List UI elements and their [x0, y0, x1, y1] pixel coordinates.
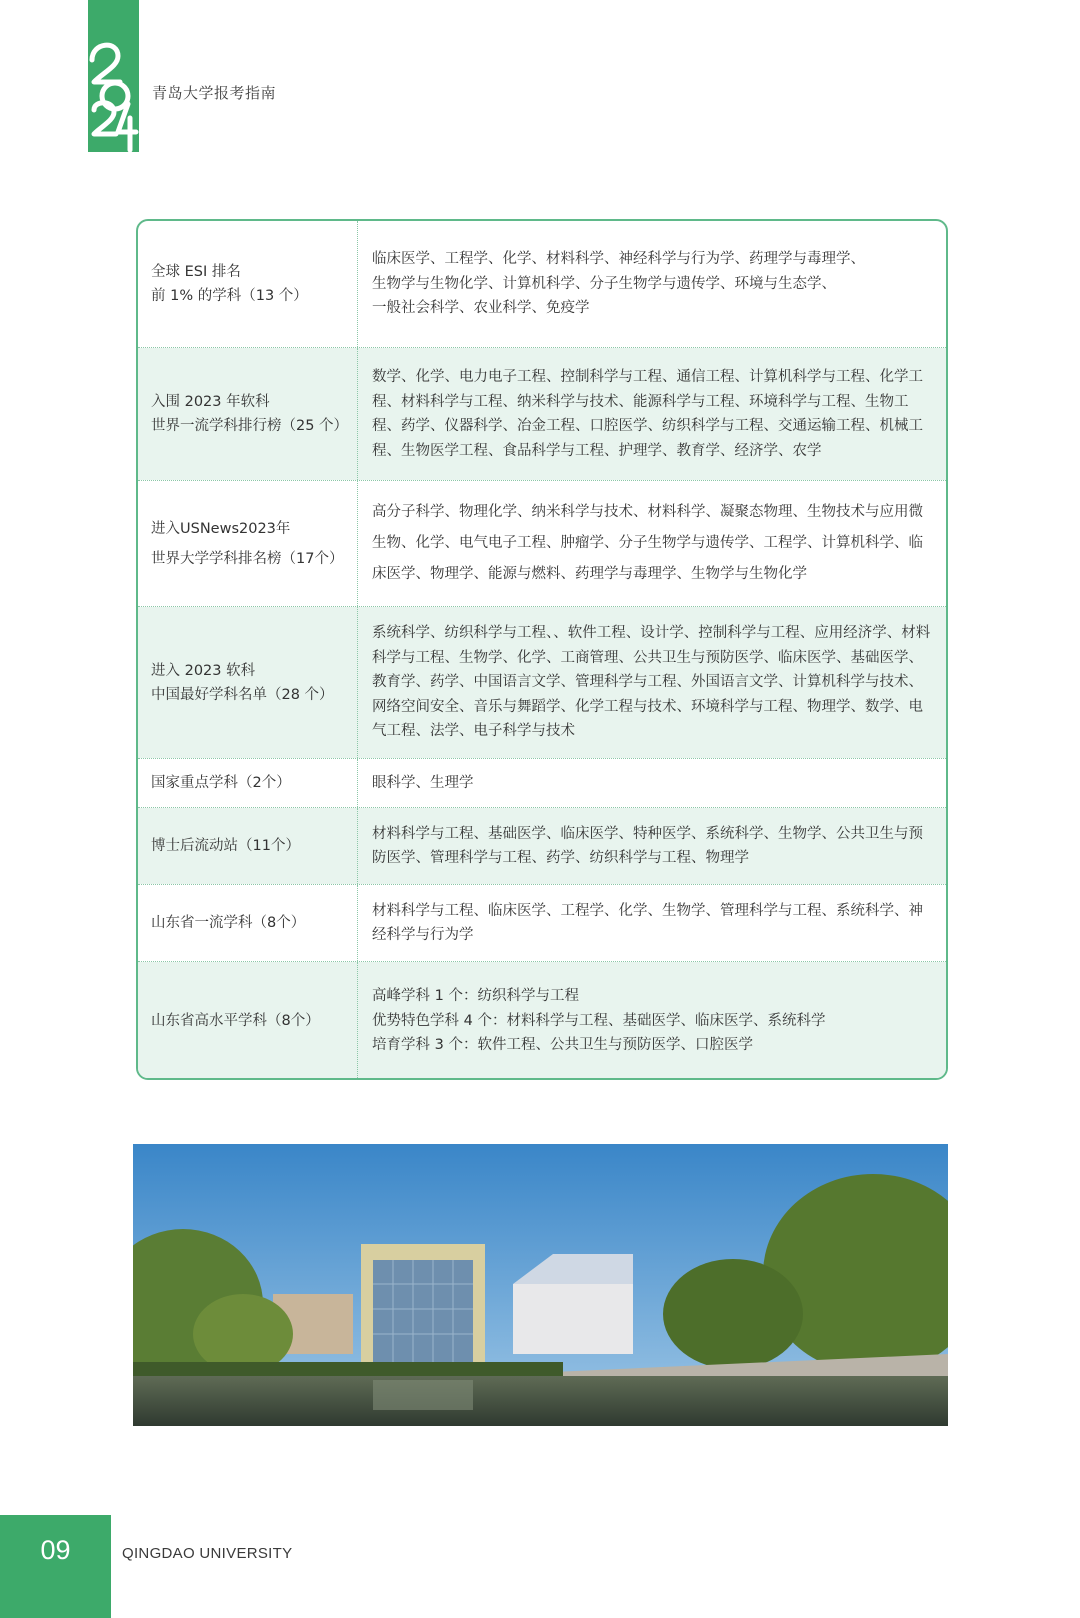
- row-label: 全球 ESI 排名 前 1% 的学科（13 个）: [138, 221, 358, 347]
- table-row: [138, 885, 946, 961]
- table-row: [138, 759, 946, 807]
- campus-photo: [133, 1144, 948, 1426]
- table-row: [138, 221, 946, 347]
- year-2024-logo: [88, 0, 139, 152]
- campus-scene: [133, 1144, 948, 1426]
- row-label: 进入 2023 软科 中国最好学科名单（28 个）: [138, 607, 358, 758]
- row-content: 高分子科学、物理化学、纳米科学与技术、材料科学、凝聚态物理、生物技术与应用微生物、化学、电气电子工程、肿瘤学、分子生物学与遗传学、工程学、计算机科学、临床医学、物理学、能源与燃料、药理学与毒理学、生物学与生物化学: [372, 504, 923, 582]
- digit-4: [118, 104, 136, 150]
- white-building: [513, 1284, 633, 1354]
- table-row: [138, 348, 946, 480]
- library-glass: [373, 1260, 473, 1366]
- page-number: 09: [40, 1535, 71, 1565]
- row-label: 山东省一流学科（8个）: [138, 885, 358, 961]
- lake-water: [133, 1376, 948, 1426]
- row-content: 眼科学、生理学: [372, 774, 474, 791]
- row-content: 临床医学、工程学、化学、材料科学、神经科学与行为学、药理学与毒理学、 生物学与生物化学、计算机科学、分子生物学与遗传学、环境与生态学、 一般社会科学、农业科学、免疫学: [372, 251, 865, 317]
- building-reflection: [373, 1380, 473, 1410]
- row-label: 博士后流动站（11个）: [138, 808, 358, 884]
- row-content: 系统科学、纺织科学与工程、、软件工程、设计学、控制科学与工程、应用经济学、材料科学与工程、生物学、化学、工商管理、公共卫生与预防医学、临床医学、基础医学、教育学、药学、中国语言文学、管理科学与工程、外国语言文学、计算机科学与技术、网络空间安全、音乐与舞蹈学、化学工程与技术、环境科学与工程、物理学、数学、电气工程、法学、电子科学与技术: [372, 625, 931, 740]
- year-tab: [88, 0, 139, 152]
- university-name: QINGDAO UNIVERSITY: [122, 1545, 293, 1562]
- row-label: 山东省高水平学科（8个）: [138, 962, 358, 1080]
- row-content: 数学、化学、电力电子工程、控制科学与工程、通信工程、计算机科学与工程、化学工程、材料科学与工程、纳米科学与技术、能源科学与工程、环境科学与工程、生物工程、药学、仪器科学、冶金工程、口腔医学、纺织科学与工程、交通运输工程、机械工程、生物医学工程、食品科学与工程、护理学、教育学、经济学、农学: [372, 369, 923, 459]
- page-number-block: [0, 1515, 111, 1618]
- guide-title: 青岛大学报考指南: [152, 84, 277, 102]
- table-row: [138, 962, 946, 1080]
- disciplines-table: [136, 219, 948, 1080]
- table-row: [138, 607, 946, 758]
- row-label: 入围 2023 年软科 世界一流学科排行榜（25 个）: [138, 348, 358, 480]
- row-content: 高峰学科 1 个：纺织科学与工程 优势特色学科 4 个：材料科学与工程、基础医学、临床医学、系统科学 培育学科 3 个：软件工程、公共卫生与预防医学、口腔医学: [372, 988, 826, 1054]
- table-row: [138, 808, 946, 884]
- row-label: 进入USNews2023年 世界大学学科排名榜（17个）: [138, 481, 358, 606]
- tree-right-mid: [663, 1259, 803, 1369]
- row-content: 材料科学与工程、基础医学、临床医学、特种医学、系统科学、生物学、公共卫生与预防医学、管理科学与工程、药学、纺织科学与工程、物理学: [372, 825, 923, 866]
- row-content: 材料科学与工程、临床医学、工程学、化学、生物学、管理科学与工程、系统科学、神经科学与行为学: [372, 902, 923, 943]
- hedge: [133, 1362, 563, 1376]
- row-label: 国家重点学科（2个）: [138, 759, 358, 807]
- table-row: [138, 481, 946, 606]
- digit-2-top: [92, 45, 120, 82]
